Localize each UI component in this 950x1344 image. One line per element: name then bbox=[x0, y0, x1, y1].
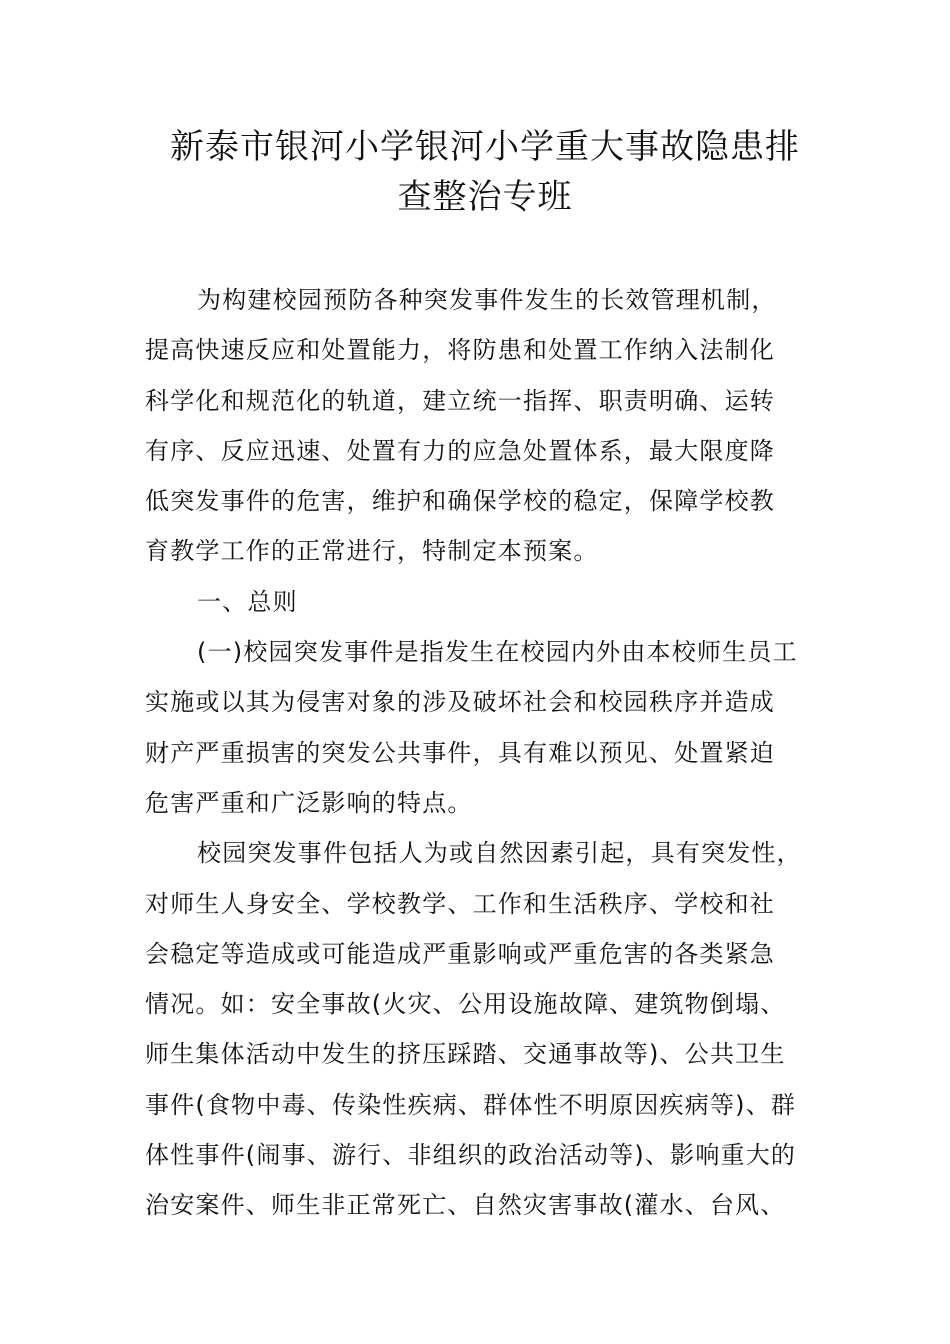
body-line: 事件(食物中毒、传染性疾病、群体性不明原因疾病等)、群 bbox=[145, 1090, 797, 1119]
body-line: 育教学工作的正常进行，特制定本预案。 bbox=[145, 537, 599, 566]
document-title bbox=[120, 122, 850, 222]
body-line: 师生集体活动中发生的挤压踩踏、交通事故等)、公共卫生 bbox=[145, 1040, 786, 1069]
body-line: 对师生人身安全、学校教学、工作和生活秩序、学校和社 bbox=[145, 889, 775, 918]
body-line: 实施或以其为侵害对象的涉及破坏社会和校园秩序并造成 bbox=[145, 688, 775, 717]
body-line: 有序、反应迅速、处置有力的应急处置体系，最大限度降 bbox=[145, 436, 775, 465]
title-line-2: 查整治专班 bbox=[397, 177, 573, 217]
document-body bbox=[145, 275, 845, 1231]
body-line: 情况。如：安全事故(火灾、公用设施故障、建筑物倒塌、 bbox=[145, 990, 786, 1019]
body-line: 提高快速反应和处置能力，将防患和处置工作纳入法制化 bbox=[145, 336, 775, 365]
body-line: 为构建校园预防各种突发事件发生的长效管理机制， bbox=[197, 286, 777, 314]
body-line: 科学化和规范化的轨道，建立统一指挥、职责明确、运转 bbox=[145, 386, 775, 415]
section-heading: 一、总则 bbox=[197, 587, 298, 616]
body-line: 会稳定等造成或可能造成严重影响或严重危害的各类紧急 bbox=[145, 939, 775, 968]
body-line: 财产严重损害的突发公共事件，具有难以预见、处置紧迫 bbox=[145, 738, 775, 767]
title-line-1: 新泰市银河小学银河小学重大事故隐患排 bbox=[170, 127, 800, 167]
body-line: 校园突发事件包括人为或自然因素引起，具有突发性， bbox=[197, 839, 802, 868]
body-line: 治安案件、师生非正常死亡、自然灾害事故(灌水、台风、 bbox=[145, 1191, 786, 1220]
body-line: 危害严重和广泛影响的特点。 bbox=[145, 788, 473, 817]
body-line: (一)校园突发事件是指发生在校园内外由本校师生员工 bbox=[197, 638, 798, 667]
body-line: 体性事件(闹事、游行、非组织的政治活动等)、影响重大的 bbox=[145, 1141, 797, 1170]
body-line: 低突发事件的危害，维护和确保学校的稳定，保障学校教 bbox=[145, 487, 775, 516]
